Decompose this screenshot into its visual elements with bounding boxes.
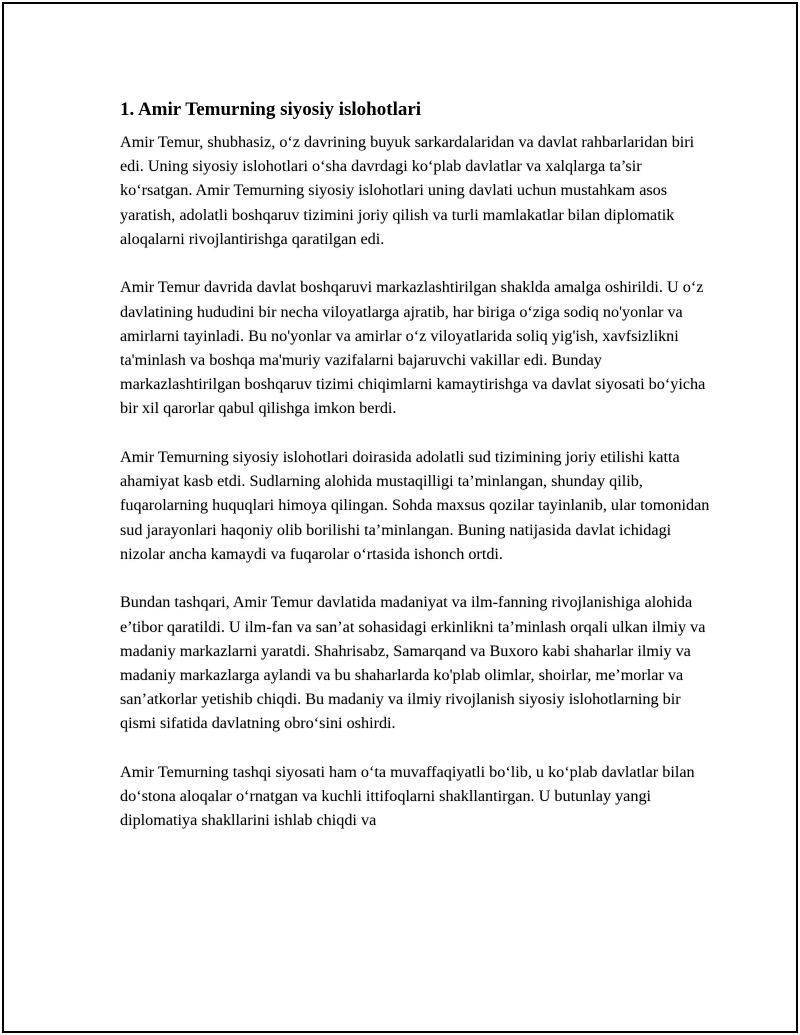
section-heading: 1. Amir Temurning siyosiy islohotlari bbox=[120, 99, 422, 120]
paragraph-4: Bundan tashqari, Amir Temur davlatida madaniyat va ilm-fanning rivojlanishiga alohida e’tibor qaratildi. U ilm-fan va san’at sohasidagi erkinlikni ta’minlash orqali ulkan ilmiy va madaniy markazlarni yaratdi. Shahrisabz, Samarqand va Buxoro kabi shaharlar ilmiy va madaniy markazlarga aylandi va bu shaharlarda ko'plab olimlar, shoirlar, me’morlar va san’atkorlar yetishib chiqdi. Bu madaniy va ilmiy rivojlanish siyosiy islohotlarning bir qismi sifatida davlatning obro‘sini oshirdi. bbox=[120, 593, 706, 733]
paragraph-2: Amir Temur davrida davlat boshqaruvi markazlashtirilgan shaklda amalga oshirildi. U o‘z davlatining hududini bir necha viloyatlarga ajratib, har biriga o‘ziga sodiq no'yonlar va amirlarni tayinladi. Bu no'yonlar va amirlar o‘z viloyatlarida soliq yig'ish, xavfsizlikni ta'minlash va boshqa ma'muriy vazifalarni bajaruvchi vakillar edi. Bunday markazlashtirilgan boshqaruv tizimi chiqimlarni kamaytirishga va davlat siyosati bo‘yicha bir xil qarorlar qabul qilishga imkon berdi. bbox=[120, 278, 706, 418]
page-frame bbox=[2, 2, 798, 1033]
document-body bbox=[120, 98, 710, 833]
paragraph-5: Amir Temurning tashqi siyosati ham o‘ta muvaffaqiyatli bo‘lib, u ko‘plab davlatlar bilan do‘stona aloqalar o‘rnatgan va kuchli ittifoqlarni shakllantirgan. U butunlay yangi diplomatiya shakllarini ishlab chiqdi va bbox=[120, 763, 695, 830]
paragraph-1: Amir Temur, shubhasiz, o‘z davrining buyuk sarkardalaridan va davlat rahbarlaridan biri edi. Uning siyosiy islohotlari o‘sha davrdagi ko‘plab davlatlar va xalqlarga ta’sir ko‘rsatgan. Amir Temurning siyosiy islohotlari uning davlati uchun mustahkam asos yaratish, adolatli boshqaruv tizimini joriy qilish va turli mamlakatlar bilan diplomatik aloqalarni rivojlantirishga qaratilgan edi. bbox=[120, 133, 695, 248]
paragraph-3: Amir Temurning siyosiy islohotlari doirasida adolatli sud tizimining joriy etilishi katta ahamiyat kasb etdi. Sudlarning alohida mustaqilligi ta’minlangan, shunday qilib, fuqarolarning huquqlari himoya qilingan. Sohda maxsus qozilar tayinlanib, ular tomonidan sud jarayonlari haqoniy olib borilishi ta’minlangan. Buning natijasida davlat ichidagi nizolar ancha kamaydi va fuqarolar o‘rtasida ishonch ortdi. bbox=[120, 448, 710, 563]
